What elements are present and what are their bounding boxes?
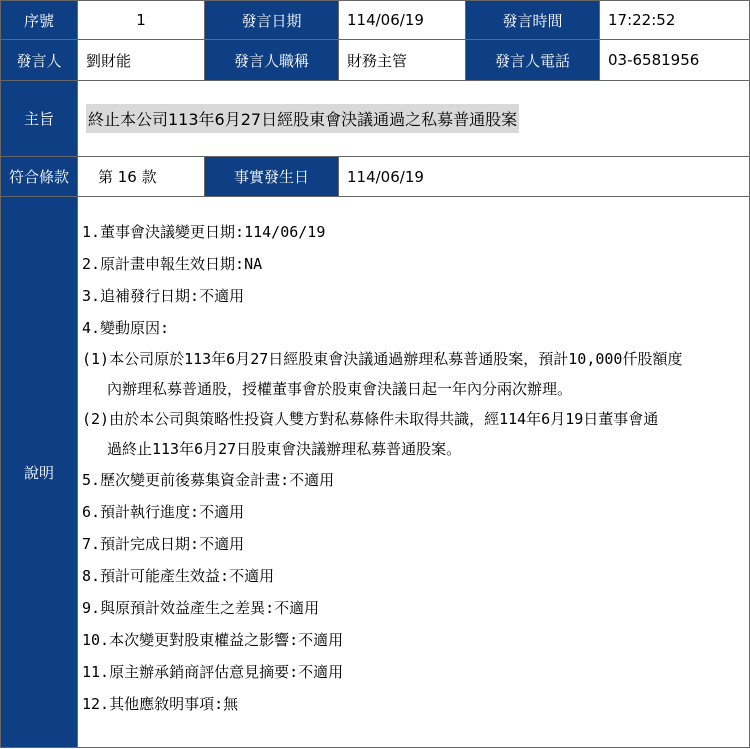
seq-label: 序號 [1, 1, 78, 40]
description-item-text: (1)本公司原於113年6月27日經股東會決議通過辦理私募普通股案，預計10,000仟股額度 [82, 350, 683, 368]
time-label: 發言時間 [466, 1, 600, 40]
subject-text: 終止本公司113年6月27日經股東會決議通過之私募普通股案 [86, 104, 519, 133]
description-item-text: 7.預計完成日期:不適用 [82, 535, 245, 553]
phone-value: 03-6581956 [600, 40, 750, 81]
subject-cell [78, 81, 750, 157]
speaker-label: 發言人 [1, 40, 78, 81]
seq-value: 1 [78, 1, 205, 40]
description-item-text: 2.原計畫申報生效日期:NA [82, 255, 263, 273]
description-label: 說明 [1, 197, 78, 748]
description-item [82, 560, 749, 592]
description-item-text: 10.本次變更對股東權益之影響:不適用 [82, 631, 344, 649]
description-item [82, 464, 749, 496]
description-item [82, 496, 749, 528]
description-item [82, 528, 749, 560]
speaker-title-value: 財務主管 [339, 40, 466, 81]
description-item [82, 280, 749, 312]
description-item-text: 9.與原預計效益產生之差異:不適用 [82, 599, 320, 617]
description-item [82, 688, 749, 720]
description-item [82, 312, 749, 344]
description-item-text: 1.董事會決議變更日期:114/06/19 [82, 223, 326, 241]
clause-label: 符合條款 [1, 157, 78, 197]
speaker-title-label: 發言人職稱 [205, 40, 339, 81]
time-value: 17:22:52 [600, 1, 750, 40]
description-item-text: 5.歷次變更前後募集資金計畫:不適用 [82, 471, 335, 489]
description-item [82, 216, 749, 248]
clause-value: 第 16 款 [78, 157, 205, 197]
description-item [82, 404, 749, 464]
description-item-text: 8.預計可能產生效益:不適用 [82, 567, 275, 585]
description-cell [78, 197, 750, 748]
description-item [82, 624, 749, 656]
description-item [82, 344, 749, 404]
description-list [78, 197, 749, 720]
subject-label: 主旨 [1, 81, 78, 157]
description-item [82, 592, 749, 624]
clause-row [1, 157, 750, 197]
description-item [82, 248, 749, 280]
date-value: 114/06/19 [339, 1, 466, 40]
description-item-continuation: 內辦理私募普通股，授權董事會於股東會決議日起一年內分兩次辦理。 [107, 380, 573, 398]
description-item-text: 12.其他應敘明事項:無 [82, 695, 239, 713]
date-label: 發言日期 [205, 1, 339, 40]
description-item-text: 4.變動原因: [82, 319, 170, 337]
event-date-value: 114/06/19 [339, 157, 750, 197]
description-item-text: 11.原主辦承銷商評估意見摘要:不適用 [82, 663, 344, 681]
event-date-label: 事實發生日 [205, 157, 339, 197]
header-row-2 [1, 40, 750, 81]
description-item [82, 656, 749, 688]
speaker-value: 劉財能 [78, 40, 205, 81]
description-row [1, 197, 750, 748]
description-item-text: 3.追補發行日期:不適用 [82, 287, 245, 305]
phone-label: 發言人電話 [466, 40, 600, 81]
description-item-text: (2)由於本公司與策略性投資人雙方對私募條件未取得共識，經114年6月19日董事會通 [82, 410, 659, 428]
description-item-continuation: 過終止113年6月27日股東會決議辦理私募普通股案。 [107, 440, 462, 458]
header-row-1 [1, 1, 750, 40]
description-item-text: 6.預計執行進度:不適用 [82, 503, 245, 521]
subject-row [1, 81, 750, 157]
